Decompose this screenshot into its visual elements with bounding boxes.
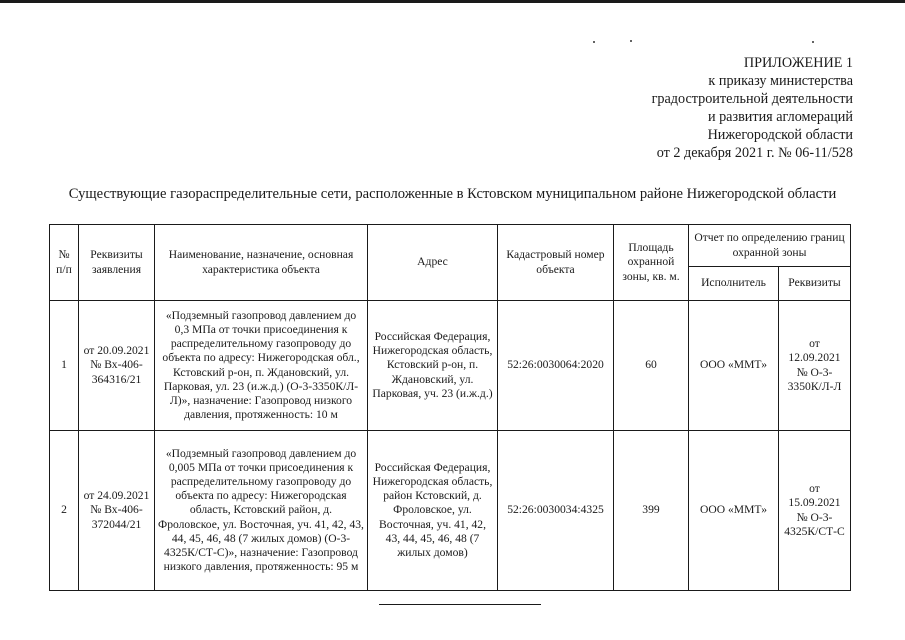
cell-request: от 24.09.2021 № Вх-406-372044/21 [79, 431, 155, 591]
cell-executor: ООО «ММТ» [689, 431, 779, 591]
cell-num: 2 [50, 431, 79, 591]
cell-cadastral: 52:26:0030064:2020 [498, 301, 614, 431]
appendix-line: градостроительной деятельности [651, 91, 853, 107]
appendix-line: к приказу министерства [708, 73, 853, 89]
header-area: Площадь охранной зоны, кв. м. [614, 225, 689, 301]
header-cadastral: Кадастровый номер объекта [498, 225, 614, 301]
gas-network-table [49, 224, 851, 591]
document-title: Существующие газораспределительные сети, расположенные в Кстовском муниципальном районе Нижегородской области [68, 186, 837, 202]
cell-name: «Подземный газопровод давлением до 0,3 МПа от точки присоединения к распределительному газопроводу до объекта по адресу: Нижегородская обл., Кстовский р-он, п. Ждановский, ул. Парковая, ул. 23 (и.ж.д.) (О-3-3350К/Л-Л)», назначение: Газопровод низкого давления, протяженность: 10 м [155, 301, 368, 431]
table-row [50, 431, 851, 591]
header-request: Реквизиты заявления [79, 225, 155, 301]
appendix-line: от 2 декабря 2021 г. № 06-11/528 [656, 145, 853, 161]
cell-executor: ООО «ММТ» [689, 301, 779, 431]
appendix-line: Нижегородской области [707, 127, 853, 143]
table-header-row [50, 225, 851, 267]
table-row [50, 301, 851, 431]
cell-details: от 12.09.2021 № О-3-3350К/Л-Л [779, 301, 851, 431]
header-executor: Исполнитель [689, 267, 779, 301]
cell-area: 399 [614, 431, 689, 591]
scan-speck [593, 41, 595, 43]
cell-address: Российская Федерация, Нижегородская область, район Кстовский, д. Фроловское, ул. Восточная, уч. 41, 42, 43, 44, 45, 46, 48 (7 жилых домов) [368, 431, 498, 591]
header-name: Наименование, назначение, основная характеристика объекта [155, 225, 368, 301]
appendix-line: и развития агломераций [707, 109, 853, 125]
header-num: № п/п [50, 225, 79, 301]
cell-address: Российская Федерация, Нижегородская область, Кстовский р-он, п. Ждановский, ул. Парковая, уч. 23 (и.ж.д.) [368, 301, 498, 431]
cell-request: от 20.09.2021 № Вх-406-364316/21 [79, 301, 155, 431]
page-top-border [0, 0, 905, 3]
scan-speck [812, 41, 814, 43]
footnote-divider [379, 604, 541, 605]
cell-details: от 15.09.2021 № О-3-4325К/СТ-С [779, 431, 851, 591]
header-address: Адрес [368, 225, 498, 301]
header-details: Реквизиты [779, 267, 851, 301]
scan-speck [630, 40, 632, 42]
appendix-line: ПРИЛОЖЕНИЕ 1 [743, 55, 853, 71]
cell-name: «Подземный газопровод давлением до 0,005 МПа от точки присоединения к распределительному газопроводу до объекта по адресу: Нижегородская область, Кстовский район, д. Фроловское, ул. Восточная, уч. 41, 42, 43, 44, 45, 46, 48 (7 жилых домов) (О-3-4325К/СТ-С)», назначение: Газопровод низкого давления, протяженность: 95 м [155, 431, 368, 591]
header-report: Отчет по определению границ охранной зоны [689, 225, 851, 267]
cell-cadastral: 52:26:0030034:4325 [498, 431, 614, 591]
appendix-header [652, 54, 853, 162]
cell-area: 60 [614, 301, 689, 431]
cell-num: 1 [50, 301, 79, 431]
